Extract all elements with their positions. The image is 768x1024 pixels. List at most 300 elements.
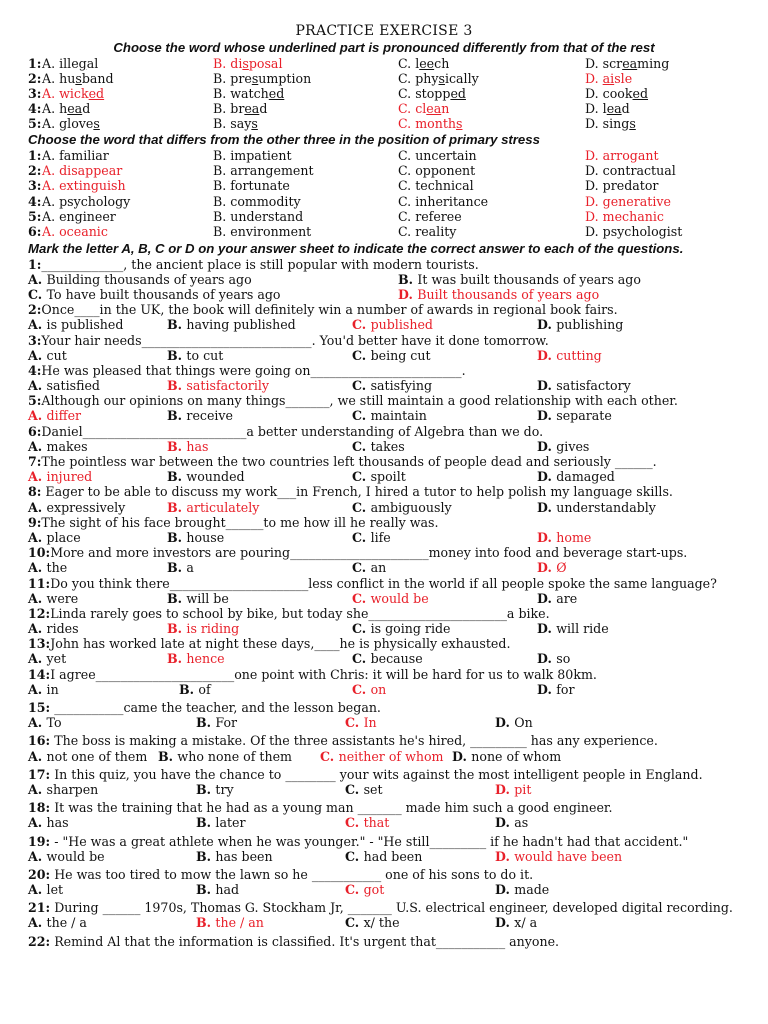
answer-option[interactable] <box>28 500 125 515</box>
answer-option[interactable] <box>537 621 609 636</box>
answer-option[interactable] <box>537 408 612 423</box>
stress-row <box>28 148 740 163</box>
answer-option[interactable] <box>537 530 591 545</box>
answer-option[interactable]: B. environment <box>213 223 312 239</box>
option-letter: D. <box>585 55 603 71</box>
question-text <box>28 767 740 782</box>
answer-option[interactable] <box>196 782 234 797</box>
answer-option[interactable] <box>398 101 449 116</box>
question-text <box>28 424 740 439</box>
option-letter: C. <box>345 915 364 931</box>
answer-option[interactable] <box>345 882 384 897</box>
answer-option[interactable]: D. contractual <box>585 163 676 179</box>
stress-row <box>28 194 740 209</box>
option-text: To have built thousands of years ago <box>46 286 281 302</box>
answer-option[interactable] <box>585 86 648 101</box>
answer-option[interactable] <box>28 591 78 606</box>
question-stem: Eager to be able to discuss my work___in French, I hired a tutor to help polish my language skills. <box>41 484 673 500</box>
option-letter: C. <box>398 55 416 71</box>
option-letter: C. <box>398 85 416 101</box>
answer-option[interactable] <box>352 439 405 454</box>
answer-option[interactable] <box>352 682 386 697</box>
answer-option[interactable] <box>398 86 466 101</box>
word-part: br <box>230 101 245 117</box>
option-letter: C. <box>345 848 364 864</box>
question-text <box>28 393 740 408</box>
option-text: damaged <box>556 469 615 485</box>
option-letter: A. <box>28 781 47 797</box>
underlined-part: s <box>75 70 82 86</box>
option-letter: D. <box>537 651 557 667</box>
answer-option[interactable]: C. inheritance <box>398 193 489 209</box>
answer-option[interactable] <box>179 682 211 697</box>
answer-option[interactable] <box>537 439 589 454</box>
question-number: 5: <box>28 116 42 132</box>
options-row <box>28 317 740 332</box>
answer-option[interactable] <box>345 815 389 830</box>
answer-option[interactable] <box>345 782 383 797</box>
answer-option[interactable] <box>452 749 561 764</box>
option-letter: B. <box>167 621 187 637</box>
option-text: rides <box>46 621 79 637</box>
answer-option[interactable] <box>28 287 281 302</box>
option-text: differ <box>46 408 82 424</box>
answer-option[interactable]: B. impatient <box>213 147 292 163</box>
answer-option[interactable] <box>28 378 100 393</box>
option-text: made <box>514 882 550 898</box>
answer-option[interactable]: A. oceanic <box>42 223 108 239</box>
underlined-part: ee <box>419 55 435 71</box>
option-letter: A. <box>28 715 47 731</box>
question-number: 3: <box>28 332 42 348</box>
option-text: cut <box>46 347 67 363</box>
question-stem: Do you think there______________________less conflict in the world if all people spoke the same language? <box>50 575 717 591</box>
answer-option[interactable] <box>495 882 549 897</box>
answer-option[interactable] <box>42 86 104 101</box>
answer-option[interactable] <box>196 915 264 930</box>
option-letter: B. <box>167 347 187 363</box>
question-stem: The boss is making a mistake. Of the three assistants he's hired, _________ has any experience. <box>50 733 658 749</box>
option-text: life <box>370 529 391 545</box>
option-text: having published <box>186 317 296 333</box>
option-text: of <box>198 681 211 697</box>
answer-option[interactable] <box>352 317 433 332</box>
option-letter: B. <box>167 317 187 333</box>
option-letter: D. <box>537 529 557 545</box>
options-row <box>28 408 740 423</box>
option-text: that <box>363 815 390 831</box>
option-letter: B. <box>167 560 187 576</box>
question-text <box>28 333 740 348</box>
answer-option[interactable] <box>167 530 224 545</box>
answer-option[interactable] <box>213 86 284 101</box>
option-letter: C. <box>352 651 371 667</box>
answer-option[interactable] <box>495 782 531 797</box>
answer-option[interactable] <box>352 500 452 515</box>
answer-option[interactable] <box>352 469 406 484</box>
answer-option[interactable] <box>28 530 81 545</box>
answer-option[interactable] <box>196 815 246 830</box>
option-letter: C. <box>345 715 364 731</box>
option-text: had <box>215 882 240 898</box>
answer-option[interactable] <box>398 71 479 86</box>
answer-option[interactable] <box>28 682 59 697</box>
option-letter: A. <box>28 529 47 545</box>
option-letter: C. <box>352 317 371 333</box>
answer-option[interactable] <box>28 560 67 575</box>
options-row <box>28 469 740 484</box>
options-row <box>28 530 740 545</box>
word-part: ille <box>59 55 79 71</box>
option-text: because <box>370 651 423 667</box>
answer-option[interactable] <box>167 348 223 363</box>
answer-option[interactable] <box>585 56 669 71</box>
answer-option[interactable] <box>28 317 123 332</box>
option-letter: B. <box>179 681 199 697</box>
option-text: satisfying <box>370 378 433 394</box>
option-letter: A. <box>28 681 47 697</box>
answer-option[interactable] <box>167 408 233 423</box>
answer-option[interactable] <box>495 715 533 730</box>
answer-option[interactable] <box>28 915 87 930</box>
answer-option[interactable] <box>537 500 656 515</box>
answer-option[interactable] <box>28 621 79 636</box>
answer-option[interactable] <box>167 439 209 454</box>
answer-option[interactable] <box>28 469 92 484</box>
question-text <box>28 900 740 915</box>
option-letter: D. <box>495 815 515 831</box>
page-title: PRACTICE EXERCISE 3 <box>295 23 473 39</box>
option-letter: D. <box>537 560 557 576</box>
answer-option[interactable] <box>537 348 602 363</box>
answer-option[interactable]: D. generative <box>585 193 671 209</box>
option-text: sharpen <box>46 781 99 797</box>
question-number: 6: <box>28 223 42 239</box>
answer-option[interactable] <box>320 749 443 764</box>
options-row <box>28 651 740 666</box>
answer-option[interactable] <box>352 348 431 363</box>
underlined-part: ea <box>426 101 442 117</box>
answer-option[interactable]: D. arrogant <box>585 147 659 163</box>
answer-option[interactable] <box>585 116 636 131</box>
question-number: 16: <box>28 733 51 749</box>
answer-option[interactable] <box>352 378 432 393</box>
answer-option[interactable] <box>196 849 273 864</box>
option-text: takes <box>370 438 405 454</box>
stress-row <box>28 209 740 224</box>
answer-option[interactable] <box>42 71 114 86</box>
answer-option[interactable] <box>537 651 570 666</box>
question-stem: Remind Al that the information is classified. It's urgent that___________ anyone. <box>50 933 560 949</box>
question-number: 22: <box>28 933 51 949</box>
answer-option[interactable] <box>167 378 269 393</box>
option-text: published <box>370 317 433 333</box>
question-number: 4: <box>28 362 42 378</box>
option-text: x/ a <box>514 915 538 931</box>
answer-option[interactable] <box>352 530 391 545</box>
options-row <box>28 882 740 897</box>
option-text: so <box>556 651 571 667</box>
answer-option[interactable] <box>398 287 599 302</box>
pronunciation-section <box>28 56 740 132</box>
option-text: in <box>46 681 59 697</box>
option-text: let <box>46 882 64 898</box>
pronunciation-row <box>28 71 740 86</box>
answer-option[interactable] <box>352 651 423 666</box>
options-row <box>28 749 740 764</box>
option-letter: A. <box>28 882 47 898</box>
answer-option[interactable]: C. uncertain <box>398 147 477 163</box>
option-letter: C. <box>352 378 371 394</box>
answer-option[interactable] <box>213 71 311 86</box>
answer-option[interactable]: D. mechanic <box>585 208 664 224</box>
underlined-part: ed <box>268 85 285 101</box>
answer-option[interactable] <box>345 915 400 930</box>
answer-option[interactable] <box>398 272 641 287</box>
option-text: is riding <box>186 621 240 637</box>
option-letter: C. <box>398 101 416 117</box>
option-text: satisfactory <box>556 378 631 394</box>
answer-option[interactable] <box>345 849 422 864</box>
option-letter: D. <box>537 681 557 697</box>
option-letter: B. <box>398 271 418 287</box>
option-text: would be <box>46 848 105 864</box>
option-text: has <box>186 438 209 454</box>
answer-option[interactable] <box>28 815 69 830</box>
question-text <box>28 733 740 748</box>
word-part: cl <box>415 101 427 117</box>
answer-option[interactable] <box>495 849 622 864</box>
option-text: cutting <box>556 347 602 363</box>
pronunciation-row <box>28 56 740 71</box>
answer-option[interactable] <box>213 101 267 116</box>
question-text <box>28 484 740 499</box>
option-text: pit <box>514 781 532 797</box>
option-letter: A. <box>28 815 47 831</box>
underlined-part: ea <box>244 101 260 117</box>
option-letter: B. <box>196 915 216 931</box>
answer-option[interactable]: B. fortunate <box>213 178 290 194</box>
option-letter: B. <box>213 116 231 132</box>
option-letter: D. <box>495 882 515 898</box>
option-letter: C. <box>352 408 371 424</box>
answer-option[interactable] <box>28 651 66 666</box>
option-letter: A. <box>42 85 60 101</box>
option-letter: A. <box>28 378 47 394</box>
option-letter: D. <box>537 438 557 454</box>
option-text: makes <box>46 438 88 454</box>
option-letter: D. <box>585 70 603 86</box>
question-text <box>28 576 740 591</box>
answer-option[interactable]: A. extinguish <box>42 178 126 194</box>
option-text: x/ the <box>363 915 400 931</box>
question-stem: Your hair needs___________________________. You'd better have it done tomorrow. <box>41 332 549 348</box>
question-number: 2: <box>28 163 42 179</box>
option-letter: A. <box>28 469 47 485</box>
question-number: 4: <box>28 101 42 117</box>
word-part: h <box>59 101 68 117</box>
answer-option[interactable] <box>352 560 386 575</box>
question-number: 11: <box>28 575 51 591</box>
underlined-part: s <box>242 55 249 71</box>
underlined-part: ed <box>88 85 105 101</box>
mcq-instruction: Mark the letter A, B, C or D on your answer sheet to indicate the correct answer to each of the questions. <box>28 241 684 257</box>
answer-option[interactable] <box>42 101 90 116</box>
answer-option[interactable] <box>213 116 258 131</box>
option-letter: B. <box>158 748 178 764</box>
answer-option[interactable] <box>345 715 377 730</box>
underlined-part: g <box>78 55 87 71</box>
answer-option[interactable] <box>167 651 225 666</box>
options-row <box>28 849 740 864</box>
option-text: had been <box>363 848 423 864</box>
option-letter: C. <box>352 438 371 454</box>
option-letter: C. <box>352 347 371 363</box>
option-text: being cut <box>370 347 431 363</box>
answer-option[interactable] <box>585 71 632 86</box>
answer-option[interactable] <box>398 116 462 131</box>
option-letter: A. <box>28 271 47 287</box>
question-stem: ___________came the teacher, and the lesson began. <box>50 700 381 715</box>
word-part: ically <box>444 70 479 86</box>
answer-option[interactable] <box>537 378 631 393</box>
options-row <box>28 287 740 302</box>
answer-option[interactable] <box>28 715 62 730</box>
word-part: phy <box>415 70 439 86</box>
option-letter: B. <box>167 378 187 394</box>
answer-option[interactable] <box>28 348 67 363</box>
underlined-part: s <box>93 116 100 132</box>
question-stem: Although our opinions on many things_______, we still maintain a good relationship with each other. <box>41 393 678 409</box>
option-text: the / an <box>215 915 264 931</box>
answer-option[interactable]: D. psychologist <box>585 223 683 239</box>
question-text <box>28 302 740 317</box>
question-text <box>28 515 740 530</box>
answer-option[interactable]: A. psychology <box>42 193 131 209</box>
option-text: On <box>514 715 533 731</box>
option-letter: A. <box>28 848 47 864</box>
option-text: separate <box>556 408 612 424</box>
answer-option[interactable] <box>167 500 259 515</box>
question-stem: The sight of his face brought______to me how ill he really was. <box>41 514 439 530</box>
question-text <box>28 454 740 469</box>
option-text: has <box>46 815 69 831</box>
option-letter: D. <box>537 469 557 485</box>
option-text: ambiguously <box>370 499 452 515</box>
answer-option[interactable] <box>585 101 630 116</box>
question-text <box>28 834 740 849</box>
answer-option[interactable] <box>28 272 252 287</box>
answer-option[interactable]: C. reality <box>398 223 457 239</box>
answer-option[interactable] <box>167 591 229 606</box>
answer-option[interactable] <box>167 317 296 332</box>
answer-option[interactable] <box>196 715 237 730</box>
answer-option[interactable]: B. arrangement <box>213 163 314 179</box>
option-letter: B. <box>213 85 231 101</box>
option-letter: A. <box>42 70 60 86</box>
word-part: sing <box>602 116 630 132</box>
answer-option[interactable] <box>28 882 63 897</box>
options-row <box>28 348 740 363</box>
answer-option[interactable] <box>167 621 239 636</box>
question-stem: It was the training that he had as a young man _______ made him such a good engineer. <box>50 800 613 816</box>
options-row <box>28 272 740 287</box>
options-row <box>28 560 740 575</box>
answer-option[interactable]: C. opponent <box>398 163 476 179</box>
answer-option[interactable]: B. commodity <box>213 193 301 209</box>
option-text: It was built thousands of years ago <box>417 271 641 287</box>
option-letter: C. <box>398 116 416 132</box>
answer-option[interactable] <box>352 621 450 636</box>
answer-option[interactable]: A. disappear <box>42 163 123 179</box>
option-letter: A. <box>28 621 47 637</box>
options-row <box>28 815 740 830</box>
option-text: is going ride <box>370 621 451 637</box>
option-letter: D. <box>585 85 603 101</box>
option-letter: C. <box>352 499 371 515</box>
question-number: 12: <box>28 605 51 621</box>
question-number: 13: <box>28 636 51 652</box>
question-stem: Once____in the UK, the book will definitely win a number of awards in regional book fairs. <box>41 302 618 318</box>
answer-option[interactable] <box>537 560 567 575</box>
answer-option[interactable] <box>158 749 292 764</box>
answer-option[interactable] <box>28 749 147 764</box>
word-part: cook <box>602 85 633 101</box>
option-letter: C. <box>352 529 371 545</box>
answer-option[interactable] <box>196 882 239 897</box>
option-text: is published <box>46 317 124 333</box>
option-text: hence <box>186 651 225 667</box>
answer-option[interactable]: C. referee <box>398 208 462 224</box>
option-letter: A. <box>28 748 47 764</box>
answer-option[interactable]: A. familiar <box>42 147 109 163</box>
answer-option[interactable] <box>495 815 528 830</box>
answer-option[interactable] <box>42 56 98 71</box>
answer-option[interactable] <box>537 317 623 332</box>
word-part: sle <box>614 70 633 86</box>
option-letter: A. <box>28 347 47 363</box>
options-row <box>28 782 740 797</box>
answer-option[interactable] <box>537 469 615 484</box>
answer-option[interactable] <box>352 408 427 423</box>
option-letter: D. <box>537 408 557 424</box>
answer-option[interactable] <box>537 591 577 606</box>
option-text: will be <box>186 590 229 606</box>
answer-option[interactable] <box>495 915 537 930</box>
answer-option[interactable] <box>398 56 449 71</box>
answer-option[interactable] <box>213 56 282 71</box>
answer-option[interactable]: A. engineer <box>42 208 116 224</box>
answer-option[interactable] <box>28 439 88 454</box>
answer-option[interactable]: C. technical <box>398 178 474 194</box>
question-number: 19: <box>28 833 51 849</box>
answer-option[interactable] <box>352 591 429 606</box>
option-letter: B. <box>213 55 231 71</box>
answer-option[interactable] <box>167 469 245 484</box>
answer-option[interactable] <box>28 408 81 423</box>
pronunciation-row <box>28 86 740 101</box>
answer-option[interactable]: B. understand <box>213 208 304 224</box>
answer-option[interactable] <box>28 849 105 864</box>
option-letter: A. <box>28 560 47 576</box>
answer-option[interactable] <box>537 682 575 697</box>
option-letter: D. <box>495 781 515 797</box>
answer-option[interactable] <box>42 116 100 131</box>
option-letter: D. <box>537 378 557 394</box>
answer-option[interactable] <box>167 560 194 575</box>
answer-option[interactable]: D. predator <box>585 178 659 194</box>
answer-option[interactable] <box>28 782 98 797</box>
